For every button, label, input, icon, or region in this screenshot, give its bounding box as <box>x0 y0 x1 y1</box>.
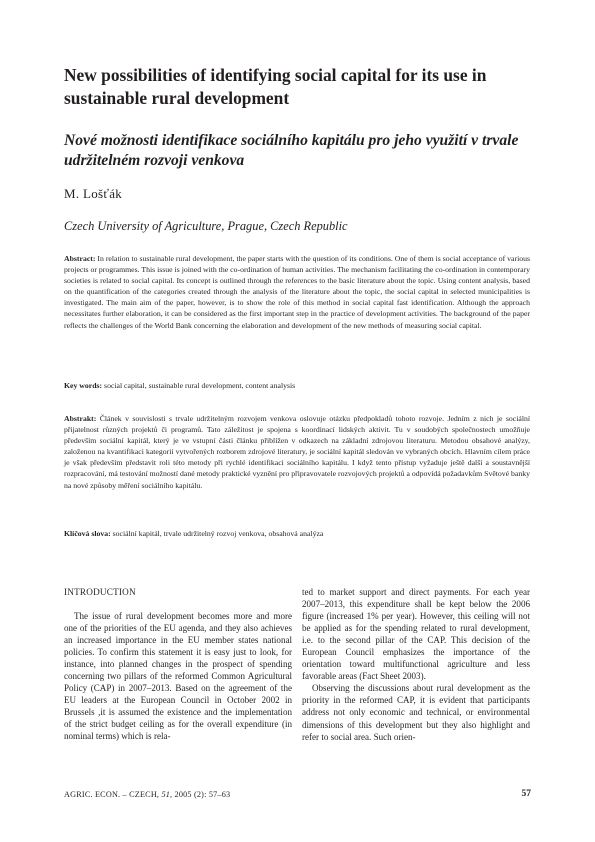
citation-volume: 51 <box>161 790 171 799</box>
section-heading-introduction: INTRODUCTION <box>64 587 136 597</box>
keywords-czech <box>64 528 530 539</box>
author-name: M. Lošťák <box>64 186 123 201</box>
paper-subtitle-czech: Nové možnosti identifikace sociálního kapitálu pro jeho využití v trvale udržitelném rozvoji venkova <box>64 132 519 169</box>
citation-suffix: , 2005 (2): 57–63 <box>170 790 231 799</box>
body-paragraph: ted to market support and direct payments. For each year 2007–2013, this expenditure shall be kept below the 2006 figure (increased 1% per year). However, this ceiling will not be applied as for the spending related to rural development, i.e. to the second pillar of the CAP. This decision of the European Council emphasizes the importance of the orientation toward multifunctional agriculture and less favorable areas (Fact Sheet 2003). <box>302 587 530 682</box>
keywords-english <box>64 380 530 391</box>
author-affiliation: Czech University of Agriculture, Prague, Czech Republic <box>64 219 348 233</box>
abstract-english-label: Abstract: <box>64 254 96 263</box>
body-paragraph: Observing the discussions about rural development as the priority in the reformed CAP, it is evident that participants address not only economic and technical, or environmental dimensions of this development but they also highlight and refer to social area. Such orien- <box>302 683 530 742</box>
keywords-english-label: Key words: <box>64 381 103 390</box>
paper-title: New possibilities of identifying social capital for its use in sustainable rural development <box>64 65 487 108</box>
page-number: 57 <box>521 789 531 799</box>
citation-prefix: AGRIC. ECON. – CZECH, <box>64 790 160 799</box>
body-paragraph: The issue of rural development becomes more and more one of the priorities of the EU agenda, and they also achieves an increased importance in the EU member states national policies. To confirm this statement it is easy just to look, for instance, into planned changes in the prospect of spending concerning two pillars of the reformed Common Agricultural Policy (CAP) in 2007–2013. Based on the agreement of the EU leaders at the European Council in October 2002 in Brussels ,it is assumed the existence and the implementation of the strict budget ceiling as for the overall expenditure (in nominal terms) which is rela- <box>64 611 292 742</box>
body-column-left <box>64 586 292 743</box>
abstract-czech-text: Článek v souvislosti s trvale udržitelným rozvojem venkova oslovuje otázku předpokladů tohoto rozvoje. Jedním z nich je sociální přijatelnost různých projektů či programů. Tato záležitost je spojena s koordinací lidských aktivit. Tu v soudobých společnostech umožňuje především sociální kapitál, který je ve vstupní části článku přiblížen v odkazech na základní zdrojovou literaturu. Metodou obsahové analýzy, založenou na kvantifikaci kategorií vytvořených rozborem zdrojové literatury, je sociální kapitál sledován ve vybraných obcích. Hlavním cílem práce je však především představit roli této metody při rychlé identifikaci sociálního kapitálu. I když tento přístup vyžaduje ještě další a soustavnější rozpracování, má testování možností dané metody praktické vyznění pro připravovatele rozvojových projektů a odpovídá požadavkům Světové banky na nové způsoby měření sociálního kapitálu. <box>64 414 531 490</box>
keywords-czech-label: Klíčová slova: <box>64 529 111 538</box>
keywords-english-text: social capital, sustainable rural development, content analysis <box>104 381 296 390</box>
abstract-english <box>64 253 530 331</box>
journal-citation <box>64 790 230 799</box>
body-column-right <box>302 586 530 743</box>
abstract-czech <box>64 413 530 491</box>
keywords-czech-text: sociální kapitál, trvale udržitelný rozvoj venkova, obsahová analýza <box>112 529 324 538</box>
abstract-english-text: In relation to sustainable rural development, the paper starts with the question of its conditions. One of them is social acceptance of various projects or programmes. This issue is joined with the co-ordination of human activities. The mechanism facilitating the co-ordination in contemporary societies is related to social capital. Its concept is outlined through the references to the basic literature about the topic. Using content analysis, based on the quantification of the categories created through the analysis of the literature about the topic, the social capital in selected municipalities is investigated. The main aim of the paper, however, is to show the role of this method in social capital fast identification. Although the approach necessitates further elaboration, it can be considered as the first important step in the practice of development activities. The background of the paper reflects the challenges of the World Bank concerning the elaboration and development of the new methods of measuring social capital. <box>64 254 530 330</box>
abstract-czech-label: Abstrakt: <box>64 414 97 423</box>
